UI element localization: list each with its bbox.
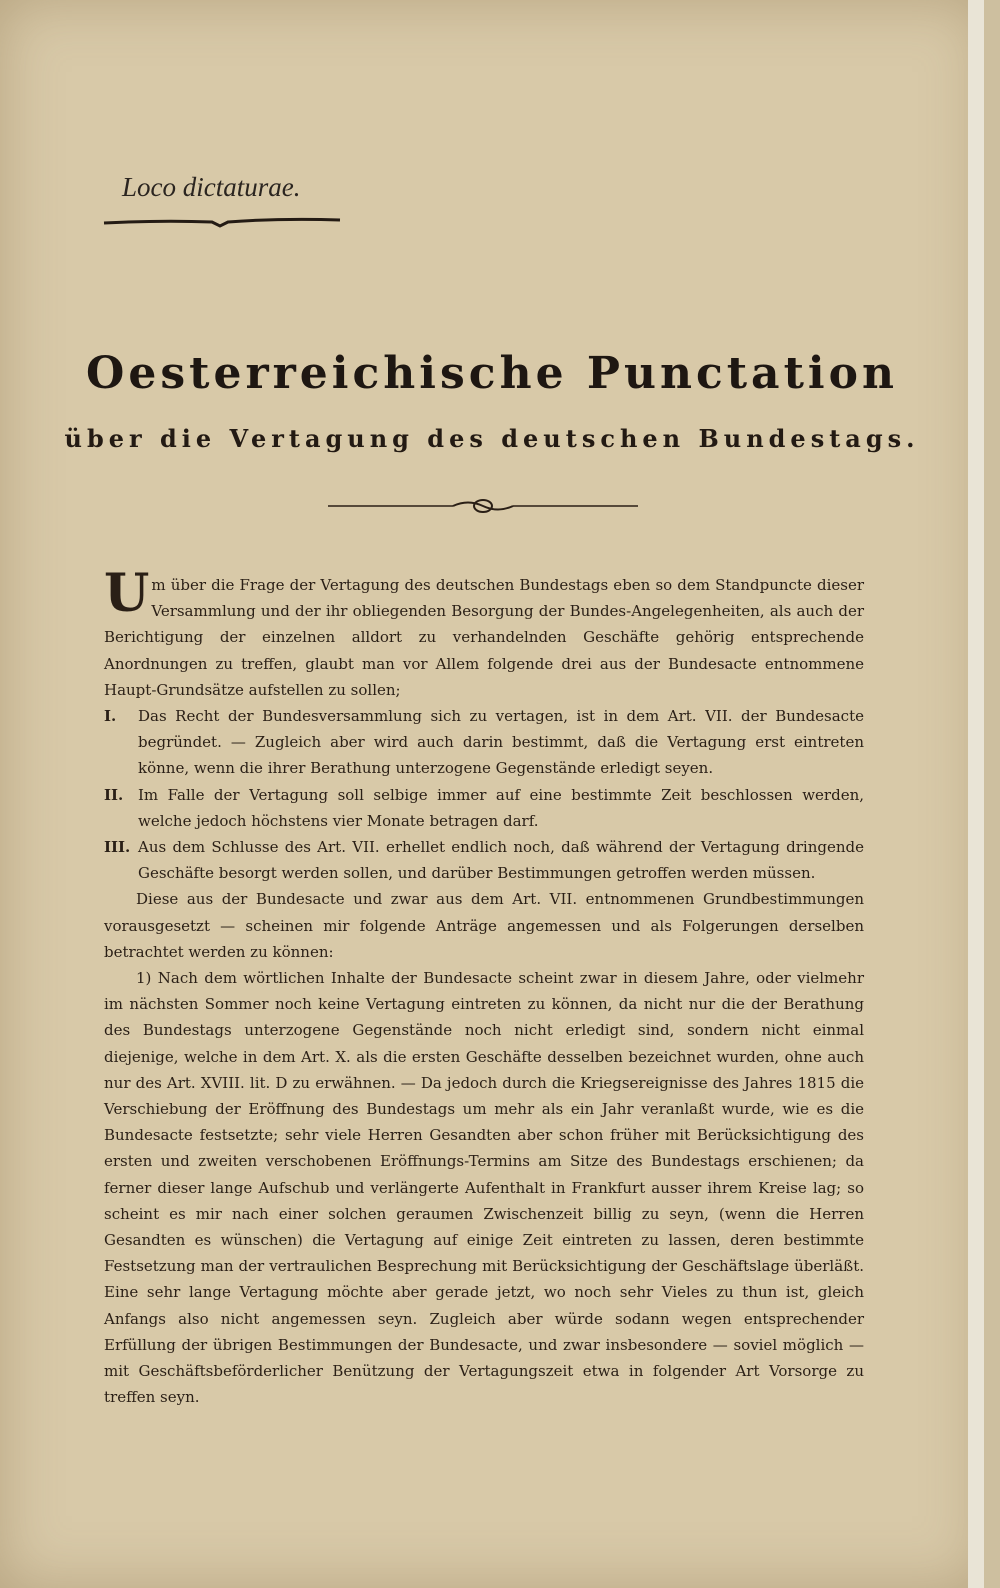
intro-text: m über die Frage der Vertagung des deutschen Bundestags eben so dem Standpuncte dieser Versammlung und der ihr obliegenden Besorgung der Bundes-Angelegenheiten, als auch der Berichtigung der einzelnen alldort zu verhandelnden Geschäfte gehörig entsprechende Anordnungen zu treffen, glaubt man vor Allem folgende drei aus der Bundesacte entnommene Haupt-Grundsätze aufstellen zu sollen; (104, 576, 864, 699)
page-title: Oesterreichische Punctation (86, 348, 898, 399)
paragraph-grundbestimmungen: Diese aus der Bundesacte und zwar aus dem Art. VII. entnommenen Grundbestimmungen vorausgesetzt — scheinen mir folgende Anträge angemessen und als Folgerungen derselben betrachtet werden zu können: (104, 890, 864, 961)
dictatura-note: Loco dictaturae. (122, 172, 301, 202)
principle-text: Das Recht der Bundesversammlung sich zu vertagen, ist in dem Art. VII. der Bundesacte begründet. — Zugleich aber wird auch darin bestimmt, daß die Vertagung erst eintreten könne, wenn die ihrer Berathung unterzogene Gegenstände erledigt seyen. (138, 707, 864, 778)
intro-paragraph (104, 563, 864, 703)
principle-text: Aus dem Schlusse des Art. VII. erhellet endlich noch, daß während der Vertagung dringende Geschäfte besorgt werden sollen, und darüber Bestimmungen getroffen werden müssen. (138, 838, 864, 883)
principle-number: I. (104, 707, 117, 726)
drop-cap: U (104, 563, 150, 624)
principle-item (104, 703, 864, 782)
principle-text: Im Falle der Vertagung soll selbige immer auf eine bestimmte Zeit beschlossen werden, welche jedoch höchstens vier Monate betragen darf. (138, 785, 864, 830)
paragraph-antrag-1: 1) Nach dem wörtlichen Inhalte der Bundesacte scheint zwar in diesem Jahre, oder vielmehr im nächsten Sommer noch keine Vertagung eintreten zu können, da nicht nur die der Berathung des Bundestags unterzogene Gegenstände noch nicht erledigt sind, sondern nicht einmal diejenige, welche in dem Art. X. als die ersten Geschäfte desselben bezeichnet wurden, ohne auch nur des Art. XVIII. lit. D zu erwähnen. — Da jedoch durch die Kriegsereignisse des Jahres 1815 die Verschiebung der Eröffnung des Bundestags um mehr als ein Jahr veranlaßt wurde, wie es die Bundesacte festsetzte; sehr viele Herren Gesandten aber schon früher mit Berücksichtigung des ersten und zweiten verschobenen Eröffnungs-Termins am Sitze des Bundestags erschienen; da ferner dieser lange Aufschub und verlängerte Aufenthalt in Frankfurt ausser ihrem Kreise lag; so scheint es mir nach einer solchen geraumen Zwischenzeit billig zu seyn, (wenn die Herren Gesandten es wünschen) die Vertagung auf einige Zeit eintreten zu lassen, deren bestimmte Festsetzung man der vertraulichen Besprechung mit Berücksichtigung der Geschäftslage überläßt. Eine sehr lange Vertagung möchte aber gerade jetzt, wo noch sehr Vieles zu thun ist, gleich Anfangs also nicht angemessen seyn. Zugleich aber würde sodann wegen entsprechender Erfüllung der übrigen Bestimmungen der Bundesacte, und zwar insbesondere — soviel möglich — mit Geschäftsbeförderlicher Benützung der Vertagungszeit etwa in folgender Art Vorsorge zu treffen seyn. (104, 969, 864, 1407)
ornament-divider (328, 497, 638, 515)
principle-number: III. (104, 838, 131, 857)
principle-number: II. (104, 785, 124, 804)
dictatura-underline (102, 214, 342, 228)
principle-item (104, 834, 864, 886)
principle-item (104, 782, 864, 834)
page-edge (968, 0, 984, 1588)
document-body (104, 563, 864, 1411)
page-subtitle: über die Vertagung des deutschen Bundestags. (64, 424, 920, 453)
